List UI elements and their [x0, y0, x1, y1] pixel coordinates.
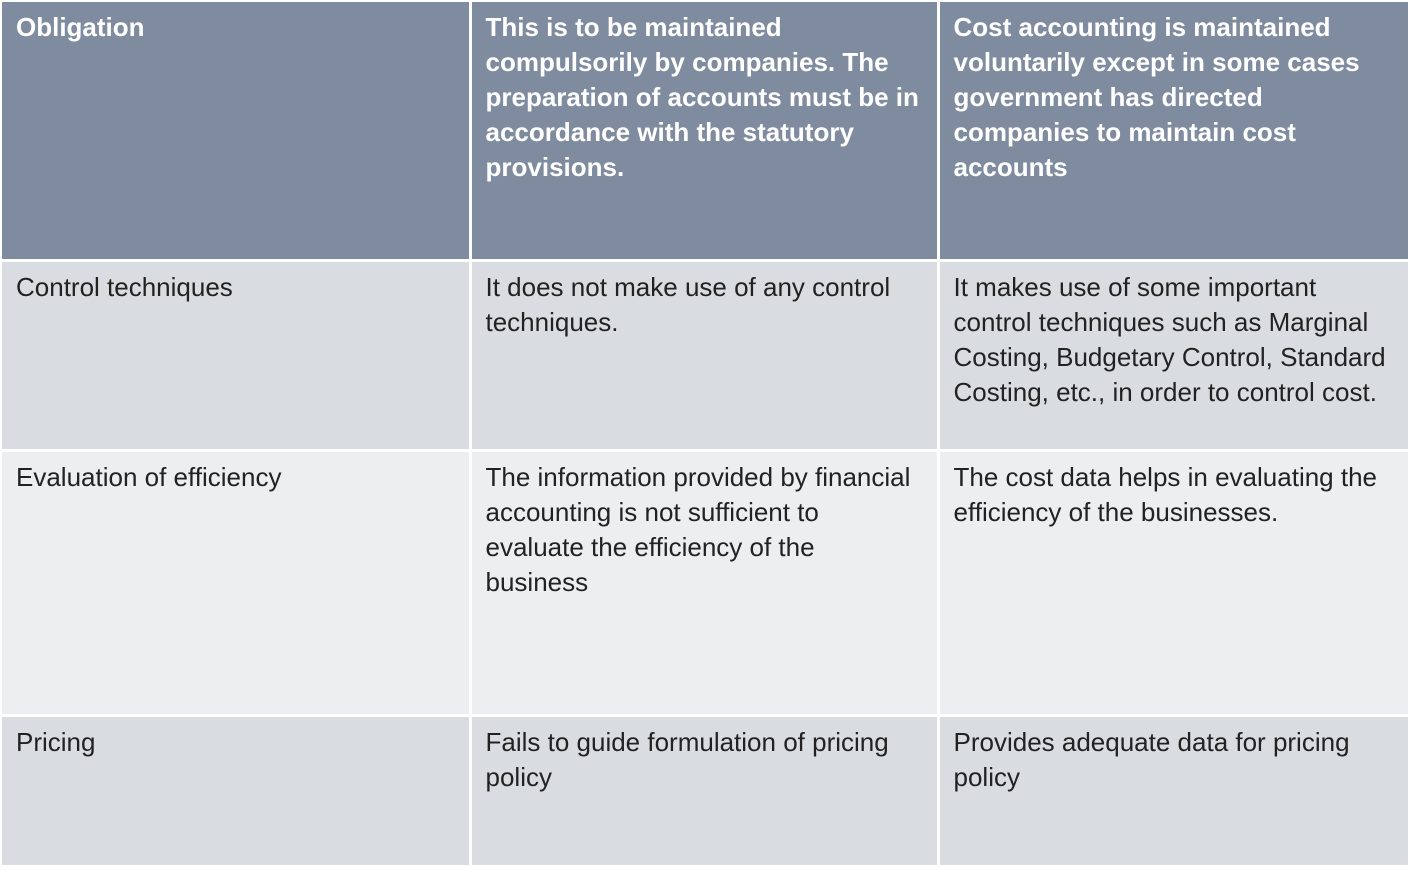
aspect-cell: Evaluation of efficiency [2, 450, 470, 715]
header-financial-cell: This is to be maintained compulsorily by companies. The preparation of accounts must be in accordance with the statutory provisions. [470, 2, 938, 260]
cost-cell: Provides adequate data for pricing policy [938, 715, 1408, 865]
table-header-row [2, 2, 1408, 260]
header-cost-cell: Cost accounting is maintained voluntarily except in some cases government has directed companies to maintain cost accounts [938, 2, 1408, 260]
table-row [2, 715, 1408, 865]
table-row [2, 450, 1408, 715]
financial-cell: The information provided by financial accounting is not sufficient to evaluate the efficiency of the business [470, 450, 938, 715]
header-aspect-cell: Obligation [2, 2, 470, 260]
comparison-table [2, 2, 1408, 865]
cost-cell: It makes use of some important control techniques such as Marginal Costing, Budgetary Control, Standard Costing, etc., in order to control cost. [938, 260, 1408, 450]
table-row [2, 260, 1408, 450]
aspect-cell: Pricing [2, 715, 470, 865]
cost-cell: The cost data helps in evaluating the efficiency of the businesses. [938, 450, 1408, 715]
financial-cell: Fails to guide formulation of pricing policy [470, 715, 938, 865]
aspect-cell: Control techniques [2, 260, 470, 450]
financial-cell: It does not make use of any control techniques. [470, 260, 938, 450]
